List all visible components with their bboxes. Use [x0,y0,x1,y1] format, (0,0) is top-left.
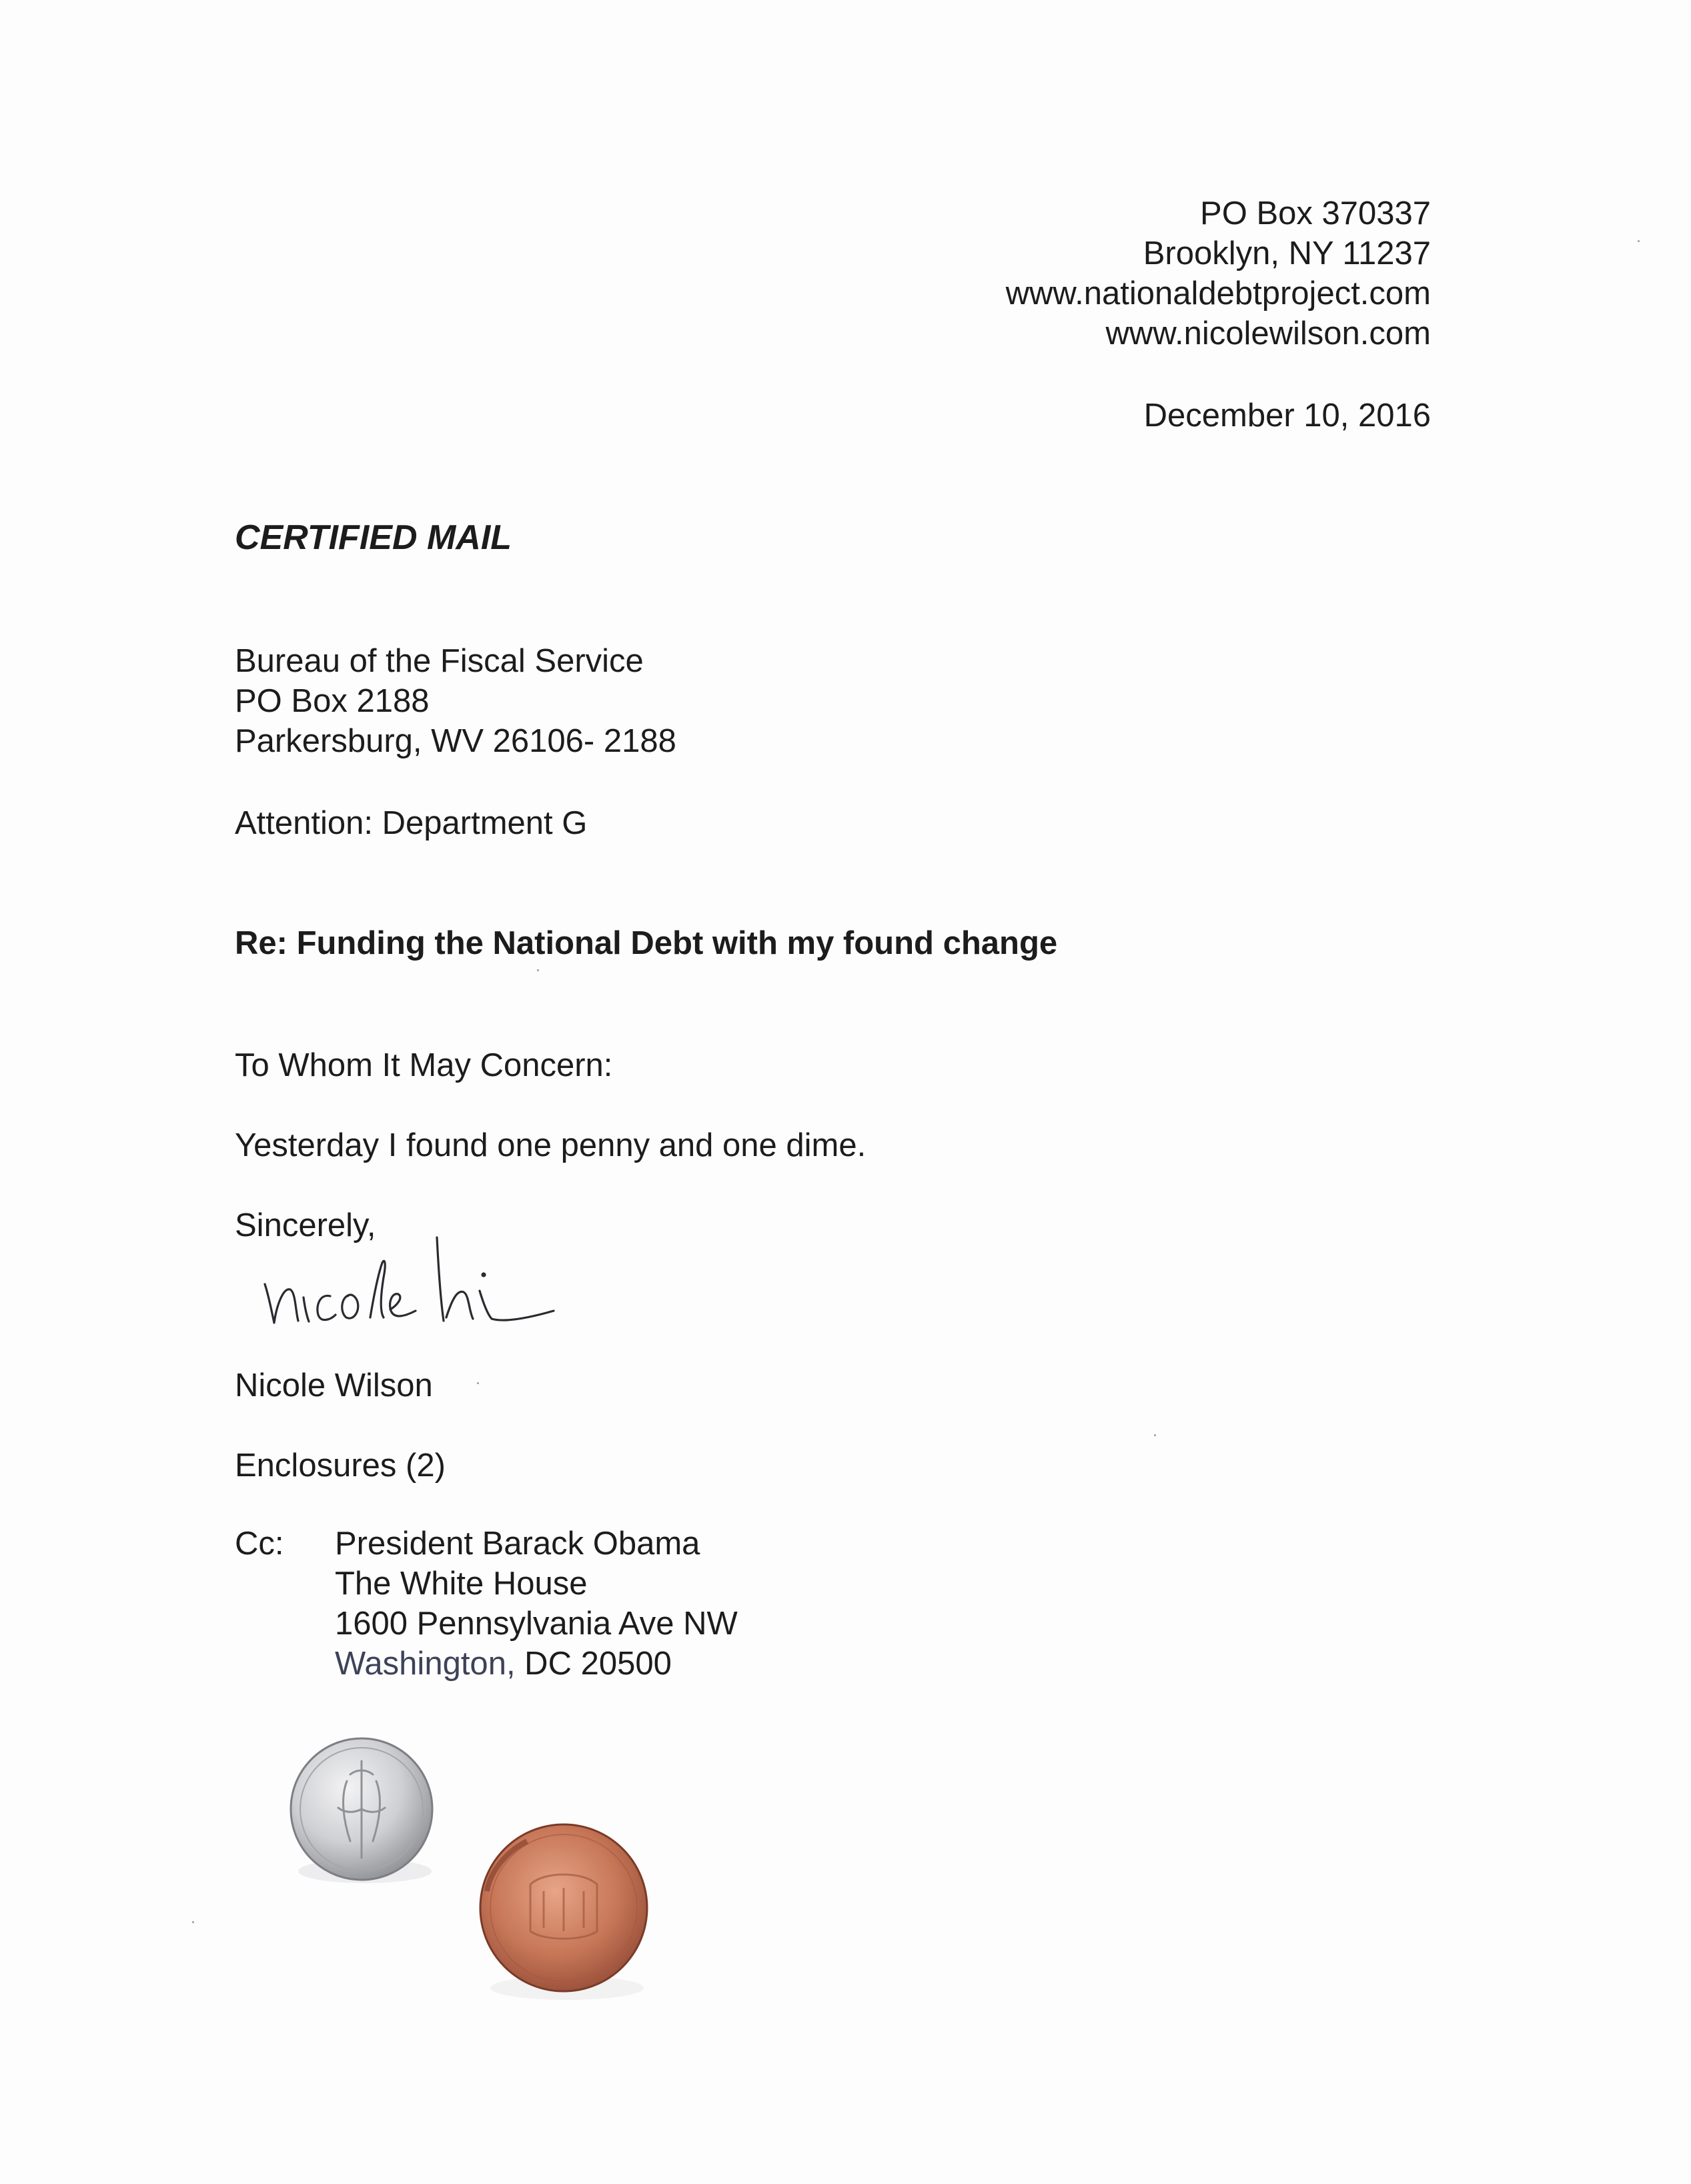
cc-address [335,1524,738,1684]
sender-website-2: www.nicolewilson.com [1105,316,1431,352]
subject-line: Re: Funding the National Debt with my found change [235,925,1058,961]
recipient-city: Parkersburg, WV 26106- 2188 [235,723,676,759]
signature [257,1211,630,1337]
sender-po-box: PO Box 370337 [1200,195,1431,231]
cc-city: Washington, [335,1646,516,1682]
enclosures-note: Enclosures (2) [235,1448,446,1484]
cc-city-line [335,1644,738,1684]
scan-speck [1154,1434,1156,1436]
certified-mail-heading: CERTIFIED MAIL [235,518,512,557]
sender-city: Brooklyn, NY 11237 [1143,235,1431,271]
recipient-address [235,641,676,761]
cc-state-zip: DC 20500 [515,1646,672,1682]
letter-body: Yesterday I found one penny and one dime. [235,1127,867,1163]
signer-name: Nicole Wilson [235,1368,433,1404]
salutation: To Whom It May Concern: [235,1047,613,1083]
cc-street: 1600 Pennsylvania Ave NW [335,1606,738,1642]
sender-website-1: www.nationaldebtproject.com [1005,276,1431,312]
cc-name: President Barack Obama [335,1526,700,1562]
scan-speck [477,1382,479,1384]
penny-coin-icon [470,1818,657,2005]
dime-coin-icon [284,1734,440,1891]
letter-date: December 10, 2016 [1143,398,1431,434]
attention-line: Attention: Department G [235,805,588,841]
scan-speck [1638,240,1640,242]
recipient-name: Bureau of the Fiscal Service [235,643,644,679]
scan-speck [537,969,539,971]
cc-label: Cc: [235,1526,284,1562]
recipient-po-box: PO Box 2188 [235,683,430,719]
closing: Sincerely, [235,1207,376,1243]
sender-address [1006,193,1431,354]
scan-speck [192,1921,194,1923]
cc-organization: The White House [335,1566,588,1602]
